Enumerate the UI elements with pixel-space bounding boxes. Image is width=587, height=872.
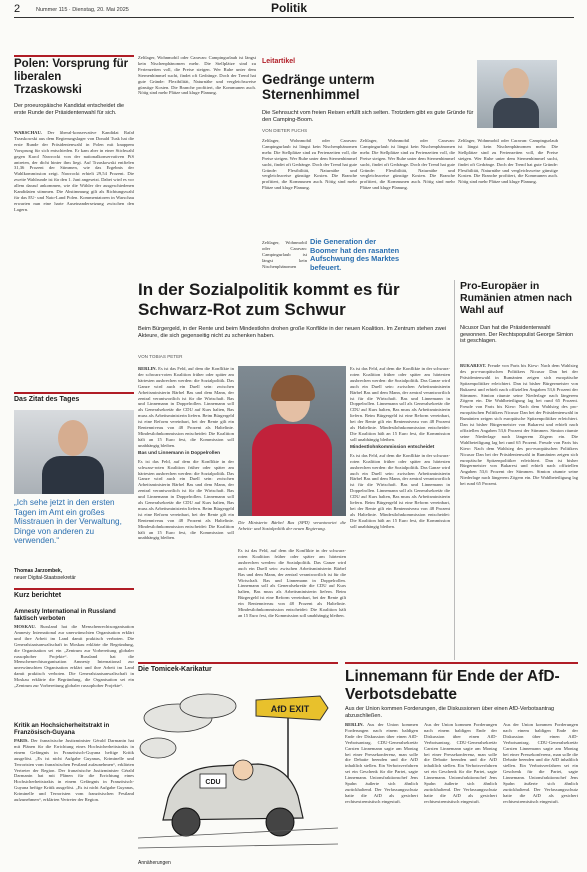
leitartikel-body-3: Zeltlager, Wohnmobil oder Caravan: Campingurlaub ist längst kein Nischenphänomen mehr. Die Stellplätze sind zu Ferienzeiten voll, die Preise steigen. Wer Ruhe unter dem Sternenhimmel sucht, findet oft Gedränge. Doch der Trend hat gute Gründe: Flexibilität, Naturnähe und vergleichsweise günstige Kosten. Die Branche profitiert, die Kommunen auch. Nötig sind mehr Plätze und kluge Planung. [458,138,558,185]
section-title: Politik [271,1,308,15]
main-body-col1: BERLIN. Es ist das Feld, auf dem die Konflikte in der schwarz-roten Koalition früher oder später am härtesten ausbrechen werden: die Sozialpolitik. Das Ganze wird auch ein Duell sein: zwischen Arbeitsministerin Bärbel Bas und dem Mann, der zentral verantwortlich ist für die Wirtschaft. Bas und Linnemann in Doppelrollen. Linnemann soll als Generalsekretär die CDU auf Kurs halten, Bas muss als Arbeitsministerin liefern. Beim Bürgergeld ist eine Reform vereinbart, bei der Rente gilt ein Rentenniveau von 48 Prozent als Haltelinie. Mindestlohnkommission entscheidet: Die Koalition hält an 15 Euro fest, die Kommission soll unabhängig bleiben. Bas und Linnemann in Doppelrollen Es ist das Feld, auf dem die Konflikte in der schwarz-roten Koalition früher oder später am härtesten ausbrechen werden: die Sozialpolitik. Das Ganze wird auch ein Duell sein: zwischen Arbeitsministerin Bärbel Bas und dem Mann, der zentral verantwortlich ist für die Wirtschaft. Bas und Linnemann in Doppelrollen. Linnemann soll als Generalsekretär die CDU auf Kurs halten, Bas muss als Arbeitsministerin liefern. Beim Bürgergeld ist eine Reform vereinbart, bei der Rente gilt ein Rentenniveau von 48 Prozent als Haltelinie. Mindestlohnkommission entscheidet: Die Koalition hält an 15 Euro fest, die Kommission soll unabhängig bleiben. [138,366,234,541]
cartoon [138,678,338,858]
poland-dateline: WARSCHAU. [14,130,42,135]
leitartikel-byline: VON DIETER FUCHS [262,128,308,133]
leitartikel-title: Gedränge unterm Sternenhimmel [262,72,375,102]
author-photo [477,60,557,128]
author-head [503,68,529,98]
linnemann-redline [345,662,578,664]
bas-hair [271,375,315,401]
main-photo [238,366,346,516]
leitartikel-kicker: Leitartikel [262,58,296,65]
exit-sign-text: AfD EXIT [270,704,310,714]
karikatur-caption: Annäherungen [138,860,171,866]
linnemann-body-1: BERLIN. Aus der Union kommen Forderungen nach einem baldigen Ende der Diskussion über einen AfD-Verbotsantrag. CDU-Generalsekretär Carsten Linnemann sagte am Montag bei einer Pressekonferenz, man solle die Debatte beenden und die AfD inhaltlich stellen. Ein Verbotsverfahren sei ein Geschenk für die Partei, sagte Linnemann. Unionsfraktionschef Jens Spahn äußerte sich ähnlich zurückhaltend. Der Verfassungsschutz hatte die AfD als gesichert rechtsextremistisch eingestuft. [345,722,418,804]
main-body-col3: Es ist das Feld, auf dem die Konflikte in der schwarz-roten Koalition früher oder später am härtesten ausbrechen werden: die Sozialpolitik. Das Ganze wird auch ein Duell sein: zwischen Arbeitsministerin Bärbel Bas und dem Mann, der zentral verantwortlich ist für die Wirtschaft. Bas und Linnemann in Doppelrollen. Linnemann soll als Generalsekretär die CDU auf Kurs halten, Bas muss als Arbeitsministerin liefern. Beim Bürgergeld ist eine Reform vereinbart, bei der Rente gilt ein Rentenniveau von 48 Prozent als Haltelinie. Mindestlohnkommission entscheidet: Die Koalition hält an 15 Euro fest, die Kommission soll unabhängig bleiben. Mindestlohnkommission entscheidet Es ist das Feld, auf dem die Konflikte in der schwarz-roten Koalition früher oder später am härtesten ausbrechen werden: die Sozialpolitik. Das Ganze wird auch ein Duell sein: zwischen Arbeitsministerin Bärbel Bas und dem Mann, der zentral verantwortlich ist für die Wirtschaft. Bas und Linnemann in Doppelrollen. Linnemann soll als Generalsekretär die CDU auf Kurs halten, Bas muss als Arbeitsministerin liefern. Beim Bürgergeld ist eine Reform vereinbart, bei der Rente gilt ein Rentenniveau von 48 Prozent als Haltelinie. Mindestlohnkommission entscheidet: Die Koalition hält an 15 Euro fest, die Kommission soll unabhängig bleiben. [350,366,450,529]
car-text: CDU [205,779,221,786]
linnemann-body-3: Aus der Union kommen Forderungen nach einem baldigen Ende der Diskussion über einen AfD-Verbotsantrag. CDU-Generalsekretär Carsten Linnemann sagte am Montag bei einer Pressekonferenz, man solle die Debatte beenden und die AfD inhaltlich stellen. Ein Verbotsverfahren sei ein Geschenk für die Partei, sagte Linnemann. Unionsfraktionschef Jens Spahn äußerte sich ähnlich zurückhaltend. Der Verfassungsschutz hatte die AfD als gesichert rechtsextremistisch eingestuft. [503,722,578,804]
main-divider [454,280,455,660]
linnemann-lead: Aus der Union kommen Forderungen, die Diskussionen über einen AfD-Verbotsantrag abzuschließen. [345,706,555,719]
page-number: 2 [14,3,21,15]
leitartikel-body-4: Zeltlager, Wohnmobil oder Caravan: Campingurlaub ist längst kein Nischenphänomen [262,240,307,269]
kurz-item1-body: MOSKAU. Russland hat die Menschenrechtsorganisation Amnesty International zur unerwünschten Organisation erklärt und ihre Arbeit im Land damit praktisch verboten. Die Generalstaatsanwaltschaft in Moskau erklärte die Begründung, die Organisation sei ein „Zentrum zur Vorbereitung globaler russophober Projekte“. Russland hat die Menschenrechtsorganisation Amnesty International zur unerwünschten Organisation erklärt und ihre Arbeit im Land damit praktisch verboten. Die Generalstaatsanwaltschaft in Moskau erklärte die Begründung, die Organisation sei ein „Zentrum zur Vorbereitung globaler russophober Projekte“. [14,624,134,689]
poland-body-text: Der liberal-konservative Kandidat Rafał Trzaskowski aus dem Regierungslager von Donald Tusk hat die erste Runde der Präsidentenwahl in Polen mit knappem Vorsprung für sich entschieden. Er kam aber in einer Stichwahl gegen Karol Nawrocki von der nationalkonservativen PiS antreten, der dicht hinter ihm liegt. Auf Trzaskowski entfielen 31,36 Prozent der Stimmen, wie das Ergebnis der Wahlkommission zeigt. Nawrocki erhielt 29,54 Prozent. Die zweite Wahlrunde ist für den 1. Juni angesetzt. Dabei wird es vor allem darauf ankommen, wie die Wähler der ausgeschiedenen Kandidaten stimmen. Die Abstimmung gilt als Richtungswahl für das EU- und Nato-Land Polen. Kommentatoren in Warschau erwarten nun eine harte Auseinandersetzung zwischen den Lagern. [14,130,134,212]
pro-europaer-lead: Nicusor Dan hat die Präsidentenwahl gewonnen. Der Rechtspopulist George Simion ist geschlagen. [460,325,574,344]
leitartikel-body-cont: Zeltlager, Wohnmobil oder Caravan: Campingurlaub ist längst kein Nischenphänomen mehr. Die Stellplätze sind zu Ferienzeiten voll, die Preise steigen. Wer Ruhe unter dem Sternenhimmel sucht, findet oft Gedränge. Doch der Trend hat gute Gründe: Flexibilität, Naturnähe und vergleichsweise günstige Kosten. Die Branche profitiert, die Kommunen auch. Nötig sind mehr Plätze und kluge Planung. [138,55,256,96]
leitartikel-body-1: Zeltlager, Wohnmobil oder Caravan: Campingurlaub ist längst kein Nischenphänomen mehr. Die Stellplätze sind zu Ferienzeiten voll, die Preise steigen. Wer Ruhe unter dem Sternenhimmel sucht, findet oft Gedränge. Doch der Trend hat gute Gründe: Flexibilität, Naturnähe und vergleichsweise günstige Kosten. Die Branche profitiert, die Kommunen auch. Nötig sind mehr Plätze und kluge Planung. [262,138,357,191]
poland-lead: Der proeuropäische Kandidat entscheidet die erste Runde der Präsidentenwahl für sich. [14,103,125,116]
karikatur-kicker: Die Tomicek-Karikatur [138,666,212,673]
main-subhead-2: Mindestlohnkommission entscheidet [350,444,435,450]
poland-title: Polen: Vorsprung für liberalen Trzaskowski [14,58,129,96]
poland-body [14,130,134,358]
zitat-quote: „Ich sehe jetzt in den ersten Tagen im Amt ein großes Misstrauen in der Verwaltung, Dinge von anderen zu verwenden.“ [14,498,122,546]
main-caption: Die Ministerin Bärbel Bas (SPD) verantwortet die Arbeits- und Sozialpolitik der neuen Regierung. [238,520,346,531]
author-body [493,98,539,128]
kurz-kicker: Kurz berichtet [14,592,62,599]
zitat-author: Thomas Jarzombek, [14,568,63,574]
zitat-redline [14,392,134,394]
kurz-item2-body: PARIS. Der französische Justizminister Gérald Darmanin hat mit Plänen für die Errichtung eines Hochsicherheitstrakts in einem Gefängnis in Französisch-Guyana heftige Kritik ausgelöst. „Es ist nicht Aufgabe Guyanas, Kriminelle und Terroristen vom französischen Festland aufzunehmen“, erklärten Vertreter der Region. Der französische Justizminister Gérald Darmanin hat mit Plänen für die Errichtung eines Hochsicherheitstrakts in einem Gefängnis in Französisch-Guyana heftige Kritik ausgelöst. „Es ist nicht Aufgabe Guyanas, Kriminelle und Terroristen vom französischen Festland aufzunehmen“, erklärten Vertreter der Region. [14,738,134,803]
jarzombek-body [42,456,104,494]
pro-europaer-title: Pro-Europäer in Rumänien atmen nach Wahl auf [460,280,573,316]
leitartikel-pullquote: Die Generation der Boomer hat den rasanten Aufschwung des Marktes befeuert. [310,237,400,272]
zitat-kicker: Das Zitat des Tages [14,396,80,403]
linnemann-title: Linnemann für Ende der AfD-Verbotsdebatte [345,668,560,703]
bas-jacket [252,424,332,516]
main-lead: Beim Bürgergeld, in der Rente und beim Mindestlohn drohen große Konflikte in der neuen Koalition. Im Zentrum stehen zwei Akteure, die sich gegenseitig nicht zu schenken haben. [138,326,447,339]
zitat-role: neuer Digital-Staatssekretär [14,575,76,581]
pro-europaer-body: BUKAREST. Freude von Paris bis Kiew: Nach dem Wahlsieg des pro-europäischen Politikers Nicusor Dan bei der Präsidentenwahl in Rumänien zeigen sich europäische Spitzenpolitiker erleichtert. Dan ist bisher Bürgermeister von Bukarest und erhielt nach offiziellen Angaben 53,6 Prozent der Stimmen. Simion räumte seine Niederlage nach längerem Zögern ein. Die Wahlbeteiligung lag bei rund 65 Prozent. Freude von Paris bis Kiew: Nach dem Wahlsieg des pro-europäischen Politikers Nicusor Dan bei der Präsidentenwahl in Rumänien zeigen sich europäische Spitzenpolitiker erleichtert. Dan ist bisher Bürgermeister von Bukarest und erhielt nach offiziellen Angaben 53,6 Prozent der Stimmen. Simion räumte seine Niederlage nach längerem Zögern ein. Die Wahlbeteiligung lag bei rund 65 Prozent. Freude von Paris bis Kiew: Nach dem Wahlsieg des pro-europäischen Politikers Nicusor Dan bei der Präsidentenwahl in Rumänien zeigen sich europäische Spitzenpolitiker erleichtert. Dan ist bisher Bürgermeister von Bukarest und erhielt nach offiziellen Angaben 53,6 Prozent der Stimmen. Simion räumte seine Niederlage nach längerem Zögern ein. Die Wahlbeteiligung lag bei rund 65 Prozent. [460,363,578,487]
kurz-redline [14,588,134,590]
zitat-photo [14,410,134,494]
main-subhead-1: Bas und Linnemann in Doppelrollen [138,450,221,456]
issue-info: Nummer 115 · Dienstag, 20. Mai 2025 [36,7,129,13]
kurz-item2-title: Kritik an Hochsicherheitstrakt in Französisch-Guyana [14,722,110,736]
leitartikel-body-2: Zeltlager, Wohnmobil oder Caravan: Campingurlaub ist längst kein Nischenphänomen mehr. Die Stellplätze sind zu Ferienzeiten voll, die Preise steigen. Wer Ruhe unter dem Sternenhimmel sucht, findet oft Gedränge. Doch der Trend hat gute Gründe: Flexibilität, Naturnähe und vergleichsweise günstige Kosten. Die Branche profitiert, die Kommunen auch. Nötig sind mehr Plätze und kluge Planung. [360,138,455,191]
kurz-item1-title: Amnesty International in Russland faktisch verboten [14,608,116,622]
linnemann-body-2: Aus der Union kommen Forderungen nach einem baldigen Ende der Diskussion über einen AfD-Verbotsantrag. CDU-Generalsekretär Carsten Linnemann sagte am Montag bei einer Pressekonferenz, man solle die Debatte beenden und die AfD inhaltlich stellen. Ein Verbotsverfahren sei ein Geschenk für die Partei, sagte Linnemann. Unionsfraktionschef Jens Spahn äußerte sich ähnlich zurückhaltend. Der Verfassungsschutz hatte die AfD als gesichert rechtsextremistisch eingestuft. [424,722,497,804]
main-byline: VON TOBIAS PETER [138,354,183,359]
jarzombek-head [58,420,88,456]
masthead-rule [14,17,574,18]
poland-redline [14,55,134,57]
karikatur-redline [138,662,338,664]
leitartikel-lead: Die Sehnsucht vom freien Reisen erfüllt sich selten. Trotzdem gibt es gute Gründe für den Camping-Boom. [262,110,474,123]
main-body-col2: Es ist das Feld, auf dem die Konflikte in der schwarz-roten Koalition früher oder später am härtesten ausbrechen werden: die Sozialpolitik. Das Ganze wird auch ein Duell sein: zwischen Arbeitsministerin Bärbel Bas und dem Mann, der zentral verantwortlich ist für die Wirtschaft. Bas und Linnemann in Doppelrollen. Linnemann soll als Generalsekretär die CDU auf Kurs halten, Bas muss als Arbeitsministerin liefern. Beim Bürgergeld ist eine Reform vereinbart, bei der Rente gilt ein Rentenniveau von 48 Prozent als Haltelinie. Mindestlohnkommission entscheidet: Die Koalition hält an 15 Euro fest, die Kommission soll unabhängig bleiben. [238,548,346,618]
main-title: In der Sozialpolitik kommt es für Schwarz-Rot zum Schwur [138,280,400,319]
